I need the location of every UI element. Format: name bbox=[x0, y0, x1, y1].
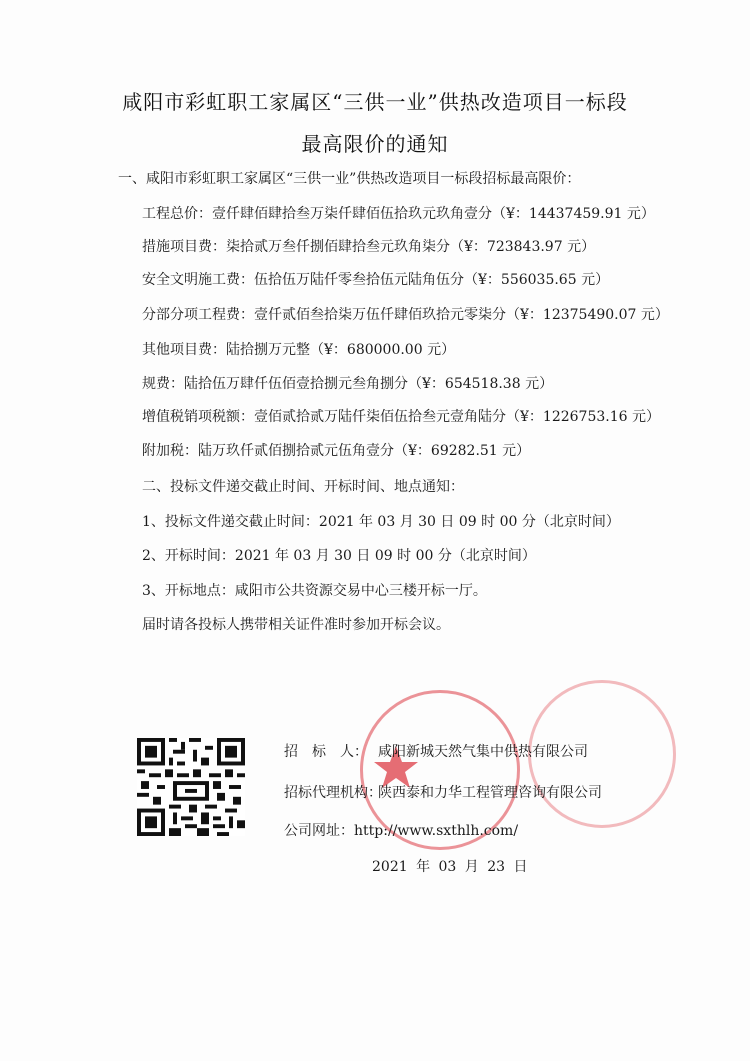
price-item-safety: 安全文明施工费：伍拾伍万陆仟零叁拾伍元陆角伍分（¥：556035.65 元） bbox=[142, 272, 610, 288]
price-item-other: 其他项目费：陆拾捌万元整（¥：680000.00 元） bbox=[142, 342, 456, 358]
qr-code-icon bbox=[137, 738, 245, 836]
tenderer-line bbox=[284, 741, 588, 761]
agent-label: 招标代理机构： bbox=[284, 785, 382, 801]
website-line bbox=[284, 820, 518, 840]
document-title-line1: 咸阳市彩虹职工家属区“三供一业”供热改造项目一标段 bbox=[122, 90, 628, 114]
price-item-measures: 措施项目费：柒拾贰万叁仟捌佰肆拾叁元玖角柒分（¥：723843.97 元） bbox=[142, 239, 596, 255]
tenderer-value: 咸阳新城天然气集中供热有限公司 bbox=[378, 744, 588, 760]
section2-heading: 二、投标文件递交截止时间、开标时间、地点通知： bbox=[142, 479, 464, 495]
price-item-vat: 增值税销项税额：壹佰贰拾贰万陆仟柒佰伍拾叁元壹角陆分（¥：1226753.16 元） bbox=[142, 409, 660, 425]
price-item-total: 工程总价：壹仟肆佰肆拾叁万柒仟肆佰伍拾玖元玖角壹分（¥：14437459.91 元） bbox=[142, 206, 655, 222]
agent-value: 陕西泰和力华工程管理咨询有限公司 bbox=[378, 785, 602, 801]
website-link[interactable]: http://www.sxthlh.com/ bbox=[354, 823, 519, 839]
agent-line bbox=[284, 782, 602, 802]
website-label: 公司网址： bbox=[284, 823, 354, 839]
tenderer-label: 招 标 人： bbox=[284, 744, 368, 760]
deadline-item: 1、投标文件递交截止时间：2021 年 03 月 30 日 09 时 00 分（北京时间） bbox=[142, 514, 620, 530]
price-item-fees: 规费：陆拾伍万肆仟伍佰壹拾捌元叁角捌分（¥：654518.38 元） bbox=[142, 376, 554, 392]
section1-heading: 一、咸阳市彩虹职工家属区“三供一业”供热改造项目一标段招标最高限价： bbox=[118, 171, 581, 187]
document-title-line2: 最高限价的通知 bbox=[301, 132, 449, 156]
signature-date: 2021 年 03 月 23 日 bbox=[372, 859, 528, 875]
opening-location-item: 3、开标地点：咸阳市公共资源交易中心三楼开标一厅。 bbox=[142, 583, 487, 599]
closing-note: 届时请各投标人携带相关证件准时参加开标会议。 bbox=[142, 617, 450, 633]
price-item-surcharge: 附加税：陆万玖仟贰佰捌拾贰元伍角壹分（¥：69282.51 元） bbox=[142, 443, 531, 459]
price-item-subitem: 分部分项工程费：壹仟贰佰叁拾柒万伍仟肆佰玖拾元零柒分（¥：12375490.07 元） bbox=[142, 307, 669, 323]
opening-time-item: 2、开标时间：2021 年 03 月 30 日 09 时 00 分（北京时间） bbox=[142, 548, 536, 564]
